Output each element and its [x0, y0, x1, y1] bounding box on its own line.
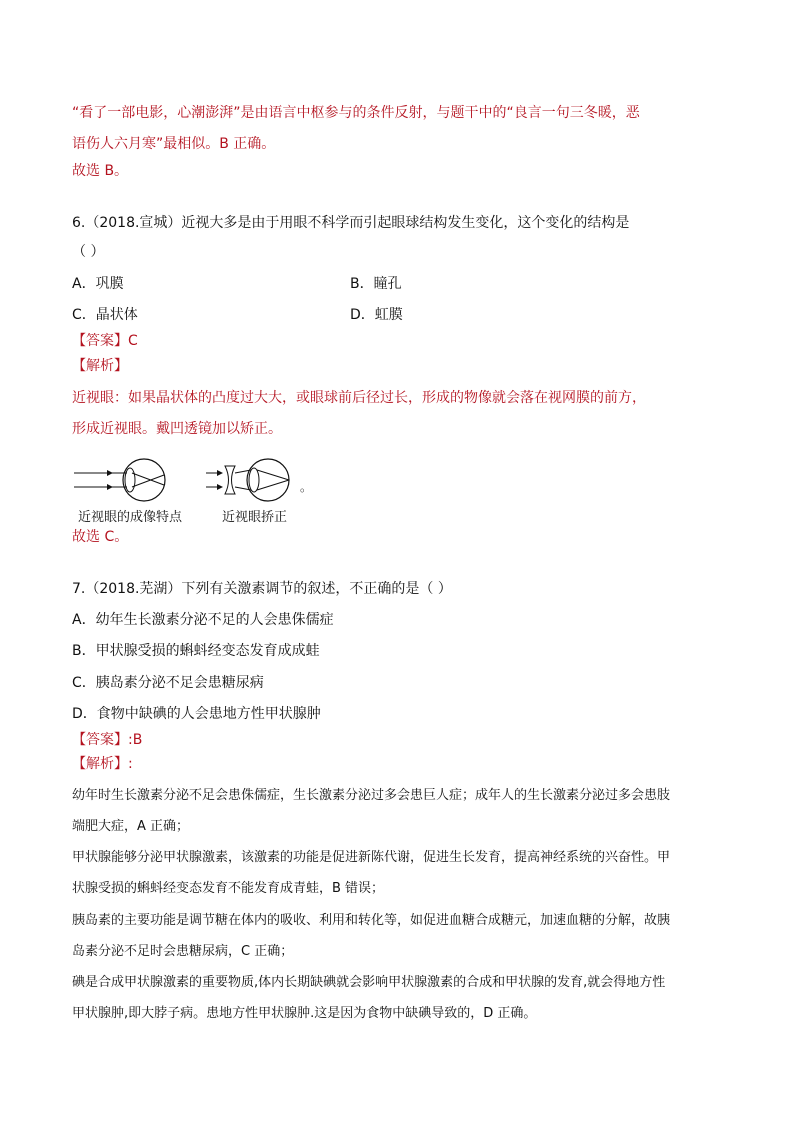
q7-option-d: D．食物中缺碘的人会患地方性甲状腺肿: [72, 706, 321, 722]
q6-answer: 【答案】C: [72, 333, 138, 349]
q5-analysis-line-2: 语伤人六月寒”最相似。B 正确。: [72, 136, 276, 152]
q7-analysis-line-8: 甲状腺肿,即大脖子病。患地方性甲状腺肿.这是因为食物中缺碘导致的，D 正确。: [72, 1006, 537, 1021]
q5-conclusion: 故选 B。: [72, 163, 129, 179]
figure-trailing-mark: 。: [300, 480, 313, 494]
q7-analysis-line-7: 碘是合成甲状腺激素的重要物质,体内长期缺碘就会影响甲状腺激素的合成和甲状腺的发育,就会得地方性: [72, 975, 666, 990]
eye-diagrams-svg: [72, 458, 322, 503]
q7-option-c: C．胰岛素分泌不足会患糖尿病: [72, 675, 264, 691]
myopia-eye-figure: [72, 458, 322, 528]
q7-analysis-line-2: 端肥大症，A 正确；: [72, 819, 190, 834]
q6-stem-line-1: 6.（2018.宣城）近视大多是由于用眼不科学而引起眼球结构发生变化，这个变化的结构是: [72, 215, 630, 231]
q7-option-a: A．幼年生长激素分泌不足的人会患侏儒症: [72, 612, 334, 628]
q6-option-c: C．晶状体: [72, 307, 138, 323]
q7-analysis-line-4: 状腺受损的蝌蚪经变态发育不能发育成青蛙，B 错误；: [72, 881, 385, 896]
corrected-eye-diagram: [206, 459, 289, 501]
q6-option-d: D．虹膜: [350, 307, 403, 323]
q6-analysis-line-2: 形成近视眼。戴凹透镜加以矫正。: [72, 421, 282, 437]
q6-stem-line-2: （ ）: [72, 244, 105, 260]
q7-analysis-line-1: 幼年时生长激素分泌不足会患侏儒症，生长激素分泌过多会患巨人症；成年人的生长激素分泌过多会患肢: [72, 788, 671, 803]
q7-answer: 【答案】:B: [72, 732, 143, 748]
q7-analysis-line-6: 岛素分泌不足时会患糖尿病，C 正确；: [72, 944, 294, 959]
q6-option-b: B．瞳孔: [350, 276, 402, 292]
caption-myopic-eye: 近视眼的成像特点: [78, 510, 183, 525]
q5-analysis-line-1: “看了一部电影，心潮澎湃”是由语言中枢参与的条件反射，与题干中的“良言一句三冬暖，恶: [72, 105, 640, 121]
q7-analysis-line-3: 甲状腺能够分泌甲状腺激素，该激素的功能是促进新陈代谢，促进生长发育，提高神经系统的兴奋性。甲: [72, 850, 671, 865]
caption-corrected-eye: 近视眼挢正: [222, 510, 288, 525]
q7-stem: 7.（2018.芜湖）下列有关激素调节的叙述，不正确的是（ ）: [72, 581, 452, 597]
q6-option-a: A．巩膜: [72, 276, 124, 292]
myopic-eye-diagram: [74, 459, 165, 501]
q7-option-b: B．甲状腺受损的蝌蚪经变态发育成成蛙: [72, 643, 320, 659]
q6-analysis-label: 【解析】: [72, 358, 128, 374]
q6-analysis-line-1: 近视眼：如果晶状体的凸度过大大，或眼球前后径过长，形成的物像就会落在视网膜的前方，: [72, 390, 646, 406]
q6-conclusion: 故选 C。: [72, 529, 129, 545]
q7-analysis-line-5: 胰岛素的主要功能是调节糖在体内的吸收、利用和转化等，如促进血糖合成糖元，加速血糖的分解，故胰: [72, 913, 671, 928]
q7-analysis-label: 【解析】:: [72, 756, 133, 772]
